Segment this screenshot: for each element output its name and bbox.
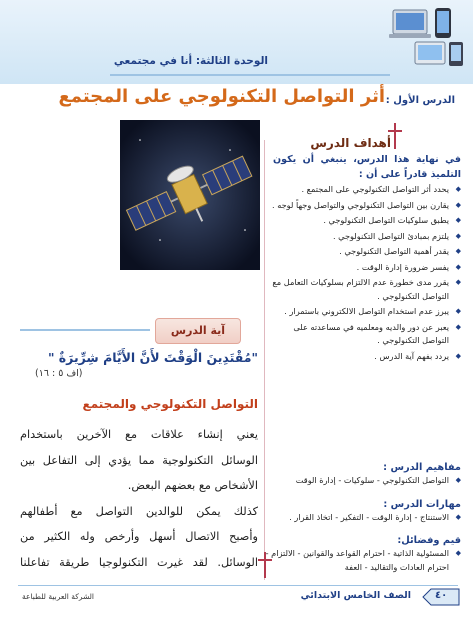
values-list xyxy=(265,546,461,574)
objective-item: ◆ يطبق سلوكيات التواصل التكنولوجي . xyxy=(265,214,461,228)
verse-label-box xyxy=(155,318,241,344)
skill-item: ◆ الاستنتاج - إدارة الوقت - التفكير - اتخاذ القرار . xyxy=(265,510,461,524)
column-divider xyxy=(264,140,265,580)
grade-label: الصف الخامس الابتدائي xyxy=(300,590,411,601)
concepts-title: مفاهيم الدرس : xyxy=(383,462,461,473)
verse-text: "مُقْتَدِينَ الْوَقْتَ لأَنَّ الأَيَّامَ شِرِّيرَةٌ " xyxy=(47,350,258,365)
body-line: كذلك يمكن للوالدين التواصل مع أطفالهم xyxy=(20,504,258,518)
objective-item: ◆ يبرز عدم استخدام التواصل الالكتروني باستمرار . xyxy=(265,305,461,319)
page-number: ٤٠ xyxy=(435,590,448,601)
unit-underline xyxy=(110,74,390,76)
objectives-intro: في نهاية هذا الدرس، ينبغي أن يكون التلميذ قادراً على أن : xyxy=(273,154,461,180)
concepts-section xyxy=(265,462,461,487)
concepts-list xyxy=(265,473,461,487)
values-title: قيم وفضائل: xyxy=(397,535,461,546)
verse-label: آية الدرس xyxy=(170,324,226,337)
verse-reference: (اف ٥ : ١٦) xyxy=(35,368,83,379)
objective-item: ◆ يلتزم بمبادئ التواصل التكنولوجي . xyxy=(265,230,461,244)
section-title: التواصل التكنولوجي والمجتمع xyxy=(82,397,258,411)
body-line: الأشخاص مع بعضهم البعض. xyxy=(127,479,258,492)
lesson-title: أثر التواصل التكنولوجي على المجتمع xyxy=(58,86,385,107)
body-line: يعني إنشاء علاقات مع الآخرين باستخدام xyxy=(20,428,258,441)
skills-list xyxy=(265,510,461,524)
footer-line xyxy=(18,585,458,586)
objective-item: ◆ يردد بفهم آية الدرس . xyxy=(265,350,461,364)
objective-item: ◆ يفسر ضرورة إدارة الوقت . xyxy=(265,261,461,275)
objectives-title: أهداف الدرس xyxy=(310,136,391,150)
objective-item: ◆ يقرر مدى خطورة عدم الالتزام بسلوكيات التعامل مع التواصل التكنولوجي . xyxy=(265,276,461,303)
satellite-image xyxy=(120,120,260,270)
objective-item: ◆ يقارن بين التواصل التكنولوجي والتواصل وجهاً لوجه . xyxy=(265,199,461,213)
objectives-list xyxy=(265,183,461,365)
concept-item: ◆ التواصل التكنولوجي - سلوكيات - إدارة الوقت xyxy=(265,473,461,487)
body-line: الوسائل التكنولوجية مما يؤدي إلى التفاعل بين xyxy=(20,453,258,467)
objective-item: ◆ يقدر أهمية التواصل التكنولوجي . xyxy=(265,245,461,259)
value-item: ◆ المسئولية الذاتية - احترام القواعد والقوانين - الالتزام - احترام العادات والتقاليد - العفة xyxy=(265,546,461,574)
devices-illustration xyxy=(385,2,471,74)
values-section xyxy=(265,535,461,574)
objective-item: ◆ يعبر عن دور والديه ومعلميه في مساعدته على التواصل التكنولوجي . xyxy=(265,321,461,348)
unit-title: الوحدة الثالثة: أنا في مجتمعي xyxy=(113,55,268,67)
body-line: وأصبح الاتصال أسهل وأرخص وله الكثير من xyxy=(20,530,258,543)
page-number-badge xyxy=(421,586,461,608)
publisher-label: الشركة العربية للطباعة xyxy=(22,592,95,601)
verse-ribbon xyxy=(20,329,150,331)
skills-section xyxy=(265,499,461,524)
cross-icon xyxy=(258,552,272,578)
skills-title: مهارات الدرس : xyxy=(383,499,461,510)
lesson-number: الدرس الأول : xyxy=(385,95,455,106)
body-line: الوسائل. لقد غيرت التكنولوجيا طريقة تفاعلنا xyxy=(20,555,258,569)
body-paragraph xyxy=(20,422,258,575)
objective-item: ◆ يحدد أثر التواصل التكنولوجي على المجتمع . xyxy=(265,183,461,197)
